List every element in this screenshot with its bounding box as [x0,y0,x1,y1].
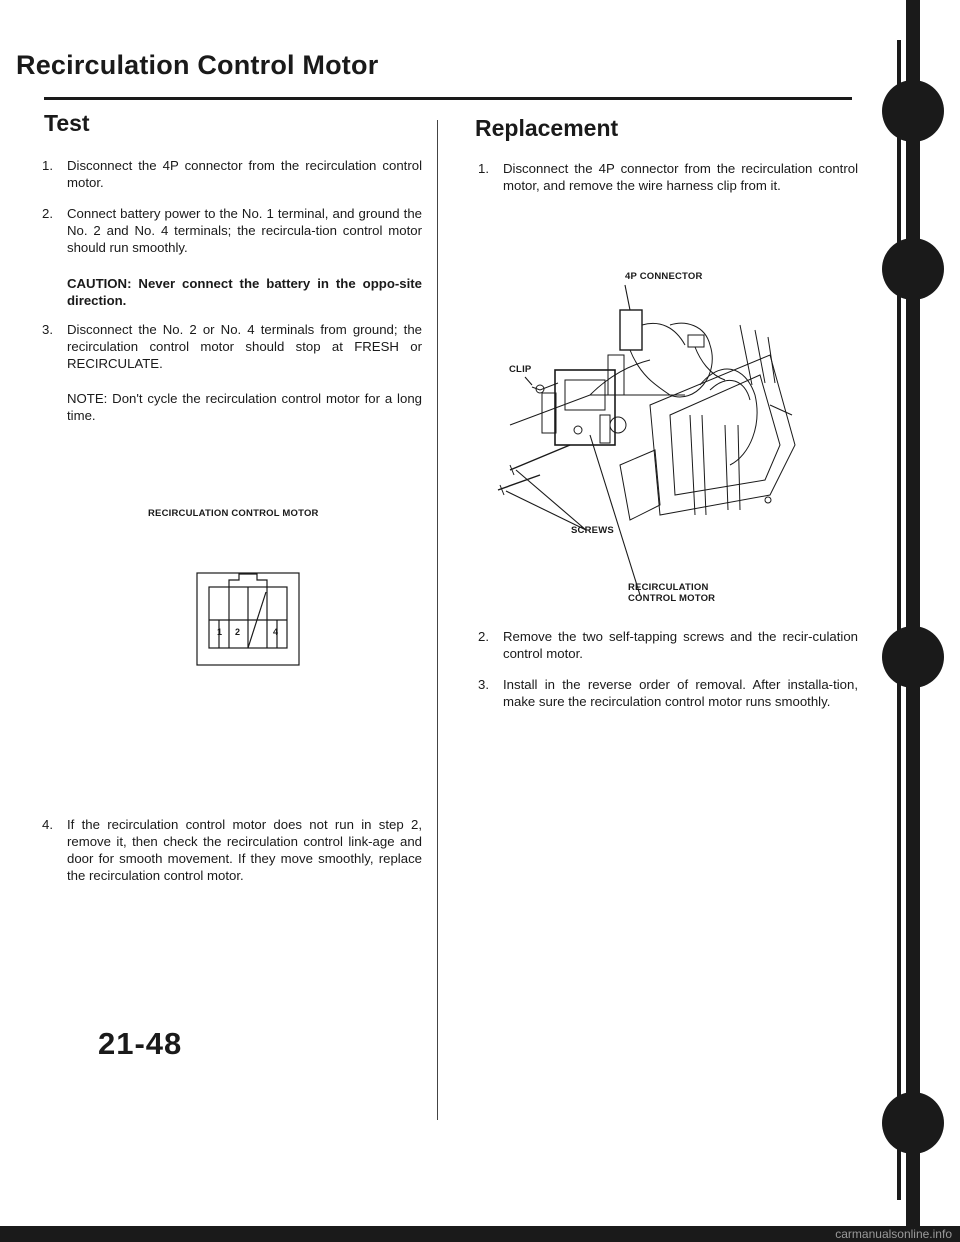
note-text: NOTE: Don't cycle the recirculation control motor for a long time. [67,391,422,423]
step-number: 1. [42,158,53,173]
figure-label-motor: RECIRCULATION CONTROL MOTOR [148,508,319,519]
edge-bar [906,0,920,1242]
step-number: 1. [478,161,489,176]
terminal-2: 2 [235,627,241,637]
terminal-1: 1 [217,627,223,637]
step-number: 3. [478,677,489,692]
label-4p-connector: 4P CONNECTOR [625,271,703,282]
section-tab [882,1092,944,1154]
page-number: 21-48 [98,1026,183,1061]
step-number: 2. [42,206,53,221]
bottom-band [0,1226,960,1242]
motor-installation-illustration [470,265,800,595]
step-number: 3. [42,322,53,337]
label-motor-line1: RECIRCULATION [628,582,709,593]
step-number: 4. [42,817,53,832]
test-heading: Test [44,110,90,136]
label-clip: CLIP [509,364,532,375]
replacement-heading: Replacement [475,115,619,141]
terminal-4: 4 [273,627,279,637]
step-text: Install in the reverse order of removal. After installa-tion, make sure the recirculation control motor runs smoothly. [503,677,858,709]
watermark: carmanualsonline.info [835,1227,952,1241]
caution-text: CAUTION: Never connect the battery in the oppo-site direction. [67,276,422,308]
title-rule [44,97,852,100]
column-divider [437,120,438,1120]
label-motor-line2: CONTROL MOTOR [628,593,716,604]
step-text: Remove the two self-tapping screws and the recir-culation control motor. [503,629,858,661]
step-number: 2. [478,629,489,644]
label-screws: SCREWS [571,525,614,536]
step-text: Disconnect the 4P connector from the recirculation control motor. [67,158,422,190]
step-text: Connect battery power to the No. 1 terminal, and ground the No. 2 and No. 4 terminals; the recircula-tion control motor should run smoothly. [67,206,422,255]
step-text: Disconnect the 4P connector from the recirculation control motor, and remove the wire harness clip from it. [503,161,858,193]
page-title: Recirculation Control Motor [16,50,379,80]
section-tab [882,238,944,300]
label-recirculation-control-motor [628,582,715,604]
step-text: If the recirculation control motor does not run in step 2, remove it, then check the recirculation control link-age and door for smooth movement. If they move smoothly, replace the recirculation control motor. [67,817,422,883]
step-text: Disconnect the No. 2 or No. 4 terminals from ground; the recirculation control motor should stop at FRESH or RECIRCULATE. [67,322,422,371]
section-tab [882,80,944,142]
connector-diagram [196,572,300,666]
edge-bar-thin [897,40,901,1200]
section-tab [882,626,944,688]
